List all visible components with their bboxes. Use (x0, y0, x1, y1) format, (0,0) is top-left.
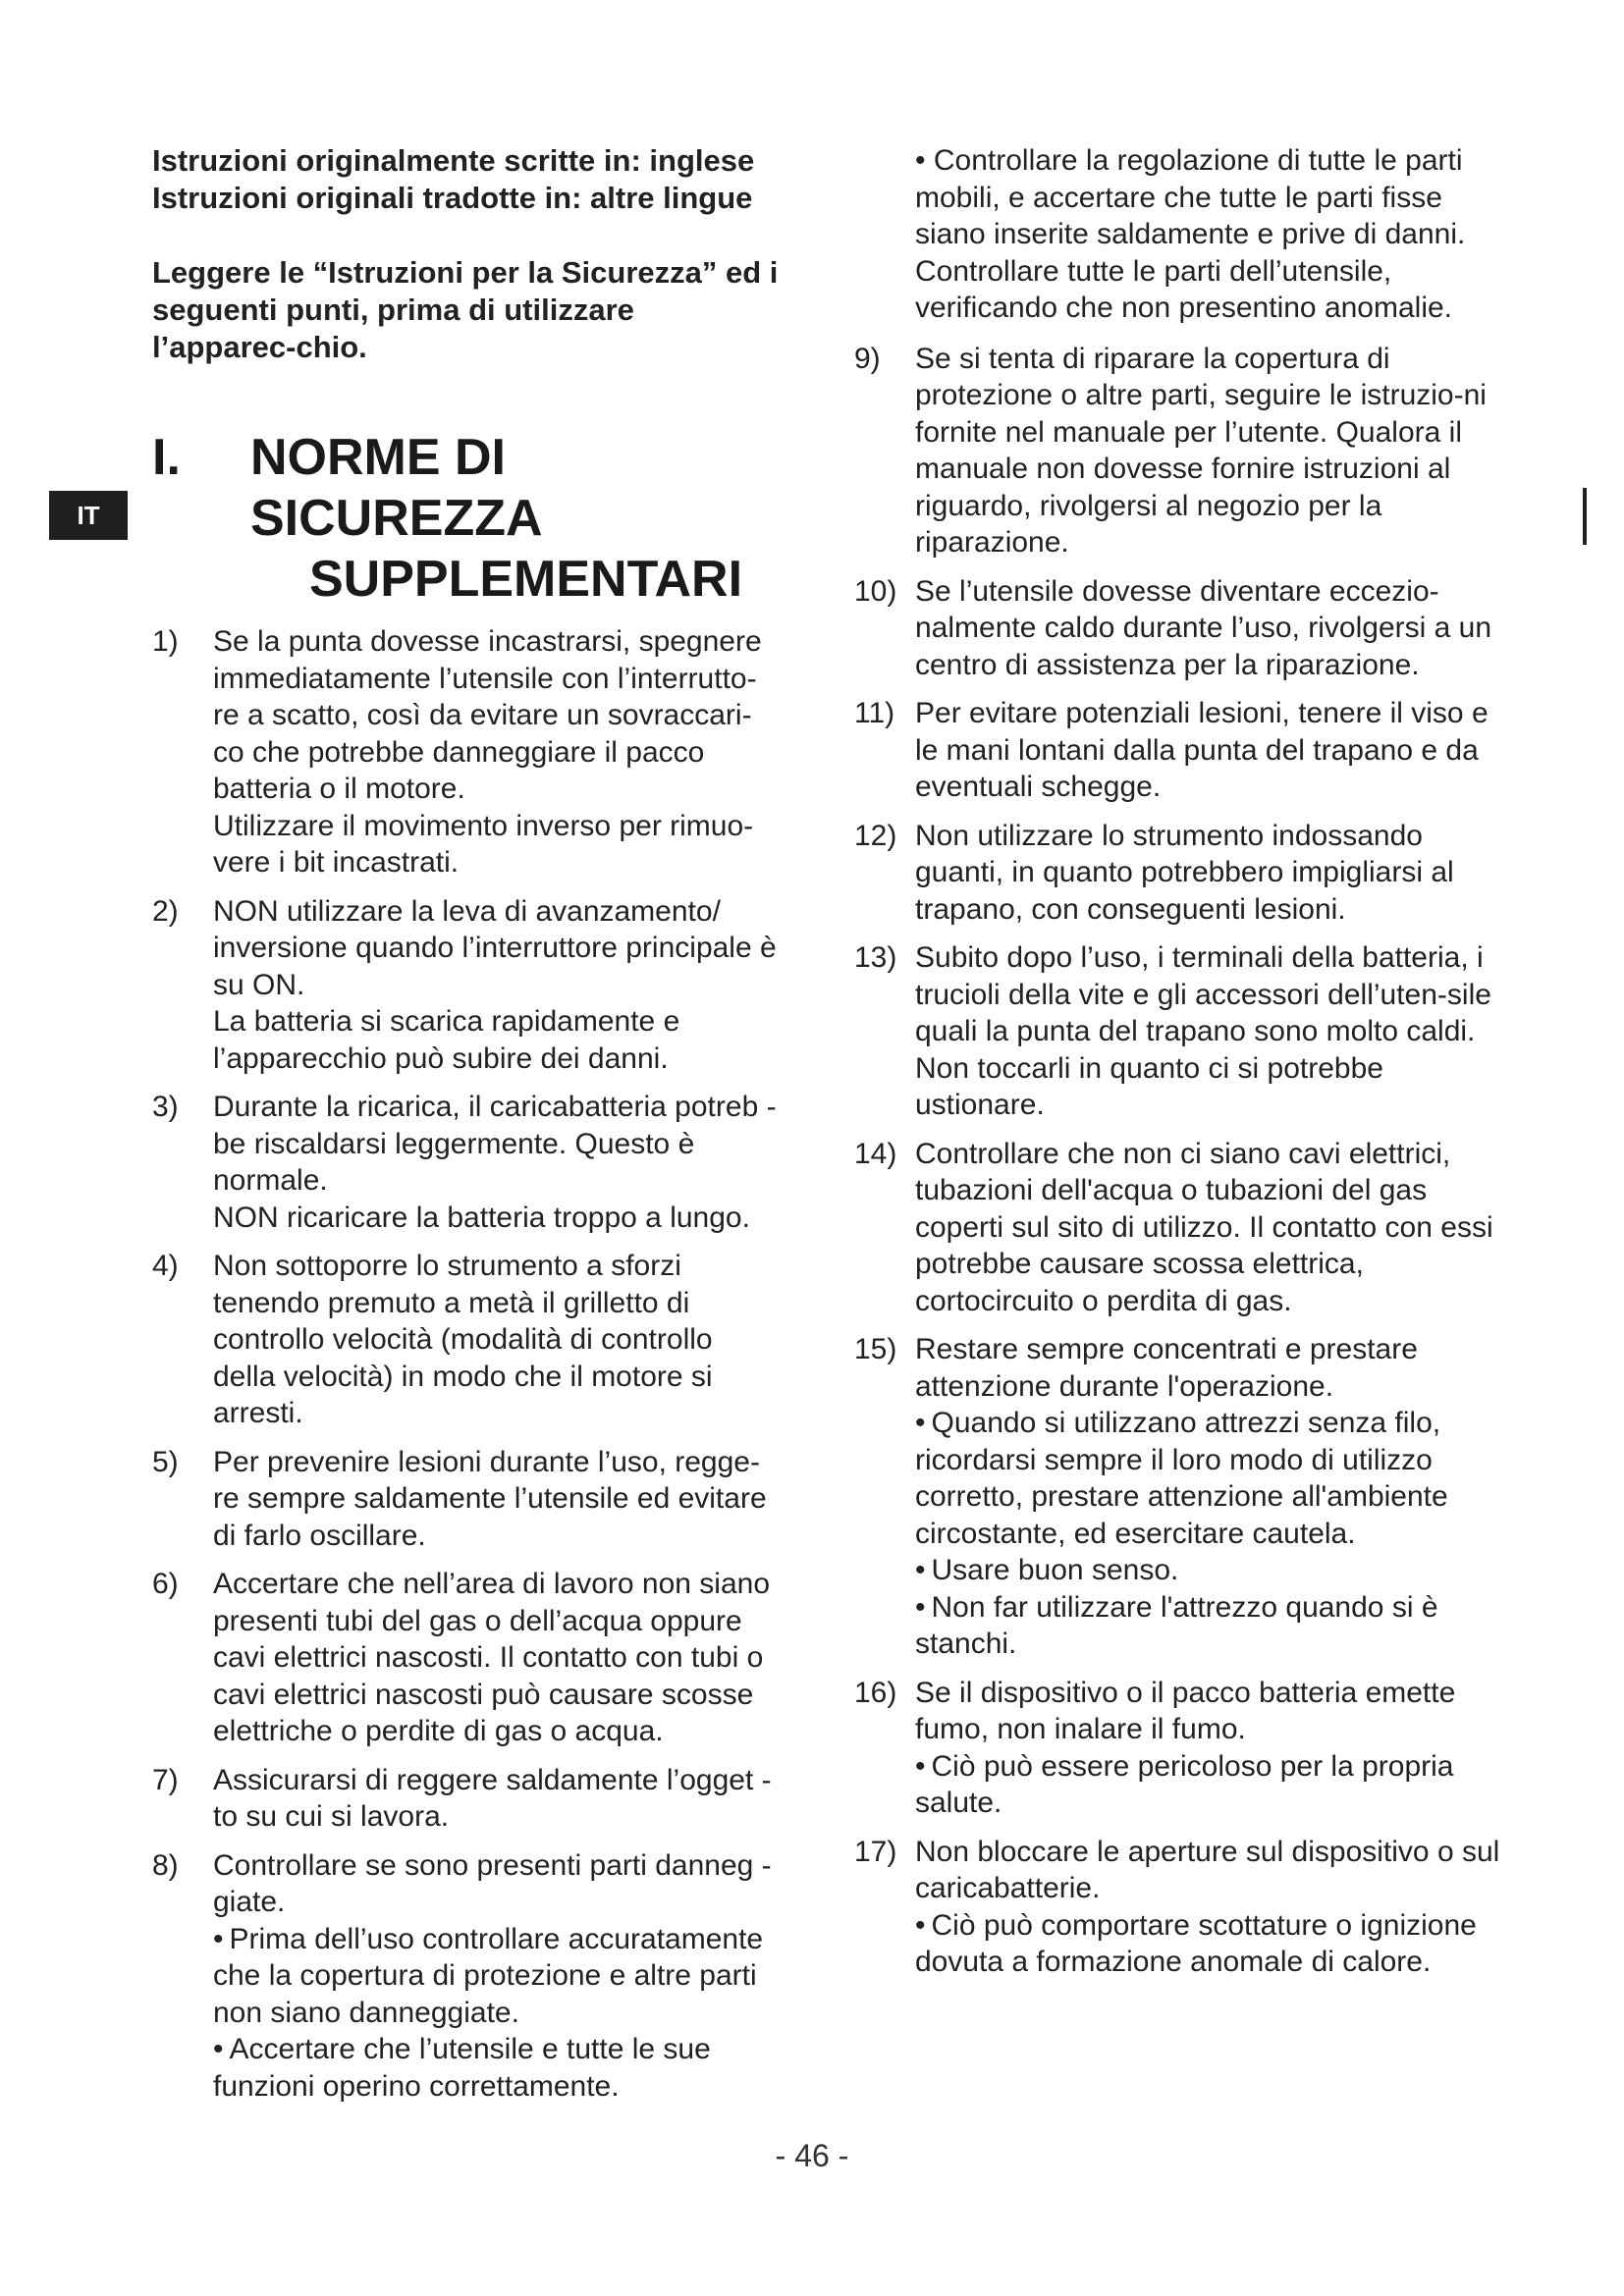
item-text: Restare sempre concentrati e prestare attenzione durante l'operazione. (915, 1333, 1418, 1403)
list-item (152, 1089, 781, 1236)
item-bullet (915, 1907, 1502, 1981)
left-items-list (152, 623, 781, 2105)
item-number: 1) (152, 625, 179, 658)
section-title-line1: NORME DI SICUREZZA (250, 429, 543, 547)
bullet-text: Ciò può essere pericoloso per la propria salute. (915, 1749, 1454, 1819)
item-number: 4) (152, 1250, 179, 1282)
item-number: 9) (854, 342, 881, 375)
item-text: Non bloccare le aperture sul dispositivo o sul caricabatterie. (915, 1835, 1500, 1904)
item-number: 3) (152, 1091, 179, 1123)
item-text: Se l’utensile dovesse diventare eccezio-nalmente caldo durante l’uso, rivolgersi a un centro di assistenza per la riparazione. (915, 574, 1492, 681)
section-title-line2: SUPPLEMENTARI (309, 551, 743, 608)
item-number: 16) (854, 1676, 897, 1709)
list-item (854, 1331, 1502, 1663)
item-bullet (213, 1921, 781, 2032)
item-text: Accertare che nell’area di lavoro non siano presenti tubi del gas o dell’acqua oppure cavi elettrici nascosti. Il contatto con tubi o cavi elettrici nascosti può causare scosse elettriche o perdite di gas o acqua. (213, 1568, 770, 1747)
bullet-marker: • (213, 2033, 224, 2065)
list-item (854, 1834, 1502, 1981)
right-items-list (854, 341, 1502, 1981)
item-text: Subito dopo l’uso, i terminali della batteria, i trucioli della vite e gli accessori dell’uten-sile quali la punta del trapano sono molto caldi. Non toccarli in quanto ci si potrebbe ustionare. (915, 941, 1491, 1121)
bullet-marker: • (915, 1749, 926, 1783)
list-item (152, 623, 781, 881)
bullet-marker: • (915, 1590, 926, 1624)
list-item (854, 1675, 1502, 1822)
intro-original-language: Istruzioni originalmente scritte in: inglese (152, 143, 755, 178)
list-item (152, 1248, 781, 1432)
item-bullet (213, 2031, 781, 2105)
item-text: Se si tenta di riparare la copertura di protezione o altre parti, seguire le istruzio-ni fornite nel manuale per l’utente. Qualora il manuale non dovesse fornire istruzioni al riguardo, rivolgersi al negozio per la riparazione. (915, 342, 1487, 559)
item-bullet (915, 1405, 1502, 1552)
section-title (152, 427, 781, 610)
item-text: Non utilizzare lo strumento indossando guanti, in quanto potrebbero impigliarsi al trapano, con conseguenti lesioni. (915, 819, 1454, 926)
item-text: Se il dispositivo o il pacco batteria emette fumo, non inalare il fumo. (915, 1676, 1456, 1745)
page-number: - 46 - (775, 2138, 849, 2173)
bullet-marker: • (915, 1554, 926, 1586)
item-text: Controllare che non ci siano cavi elettrici, tubazioni dell'acqua o tubazioni del gas coperti sul sito di utilizzo. Il contatto con essi potrebbe causare scossa elettrica, cortocircuito o perdita di gas. (915, 1137, 1493, 1317)
item-extra: Utilizzare il movimento inverso per rimuo-vere i bit incastrati. (213, 809, 754, 879)
item-bullet (915, 1748, 1502, 1822)
bullet-marker: • (915, 1407, 926, 1439)
bullet-text: Quando si utilizzano attrezzi senza filo, ricordarsi sempre il loro modo di utilizzo corretto, prestare attenzione all'ambiente circostante, ed esercitare cautela. (915, 1407, 1448, 1550)
left-column (152, 142, 781, 2116)
item-number: 8) (152, 1848, 179, 1882)
bullet-marker: • (915, 144, 926, 177)
section-number: I. (152, 429, 181, 486)
right-column (854, 142, 1502, 1993)
item-bullet (915, 1589, 1502, 1663)
item-number: 6) (152, 1568, 179, 1600)
bullet-text: Usare buon senso. (931, 1554, 1179, 1586)
intro-block (152, 142, 781, 366)
list-item (854, 939, 1502, 1124)
item-number: 5) (152, 1445, 179, 1478)
list-item (854, 341, 1502, 561)
item-number: 12) (854, 819, 897, 852)
item-number: 13) (854, 941, 897, 974)
item-extra: NON ricaricare la batteria troppo a lungo. (213, 1201, 750, 1234)
item-text: Per evitare potenziali lesioni, tenere il viso e le mani lontani dalla punta del trapano e da eventuali schegge. (915, 697, 1489, 803)
intro-read-instructions: Leggere le “Istruzioni per la Sicurezza” ed i seguenti punti, prima di utilizzare l’apparec-chio. (152, 255, 779, 364)
item-extra: La batteria si scarica rapidamente e l’apparecchio può subire dei danni. (213, 1005, 680, 1075)
bullet-marker: • (213, 1922, 224, 1955)
item-text: Assicurarsi di reggere saldamente l’ogget - to su cui si lavora. (213, 1763, 772, 1833)
list-item (854, 695, 1502, 806)
item-bullet (854, 142, 1502, 327)
item-text: Durante la ricarica, il caricabatteria potreb - be riscaldarsi leggermente. Questo è normale. (213, 1091, 777, 1197)
language-tab: IT (49, 491, 128, 540)
item-number: 17) (854, 1835, 897, 1868)
list-item (152, 893, 781, 1078)
list-item (854, 1136, 1502, 1320)
bullet-text: Controllare la regolazione di tutte le parti mobili, e accertare che tutte le parti fisse siano inserite saldamente e prive di danni. Controllare tutte le parti dell’utensile, verificando che non presentino anomalie. (915, 144, 1466, 324)
bullet-text: Prima dell’uso controllare accuratamente che la copertura di protezione e altre parti non siano danneggiate. (213, 1922, 764, 2029)
item-text: NON utilizzare la leva di avanzamento/ inversione quando l’interruttore principale è su ON. (213, 894, 777, 1001)
page-edge-marker (1583, 488, 1587, 545)
list-item (854, 818, 1502, 929)
item-text: Per prevenire lesioni durante l’uso, regge-re sempre saldamente l’utensile ed evitare di farlo oscillare. (213, 1445, 767, 1552)
item-number: 11) (854, 697, 895, 729)
list-item (152, 1566, 781, 1750)
item-number: 7) (152, 1763, 179, 1796)
bullet-text: Ciò può comportare scottature o ignizione dovuta a formazione anomale di calore. (915, 1908, 1477, 1978)
item-number: 15) (854, 1333, 897, 1365)
list-item (152, 1444, 781, 1555)
item-text: Controllare se sono presenti parti danneg - giate. (213, 1848, 772, 1918)
item-text: Se la punta dovesse incastrarsi, spegnere immediatamente l’utensile con l’interrutto-re a scatto, così da evitare un sovraccari-co che potrebbe danneggiare il pacco batteria o il motore. (213, 625, 762, 805)
list-item (152, 1847, 781, 2106)
intro-translated-language: Istruzioni originali tradotte in: altre lingue (152, 181, 753, 215)
bullet-marker: • (915, 1908, 926, 1942)
item-text: Non sottoporre lo strumento a sforzi tenendo premuto a metà il grilletto di controllo velocità (modalità di controllo della velocità) in modo che il motore si arresti. (213, 1250, 713, 1429)
bullet-text: Accertare che l’utensile e tutte le sue funzioni operino correttamente. (213, 2033, 711, 2103)
item-number: 14) (854, 1137, 897, 1170)
list-item (152, 1762, 781, 1836)
list-item (854, 573, 1502, 684)
item-number: 10) (854, 574, 897, 608)
item-bullet (915, 1552, 1502, 1589)
bullet-text: Non far utilizzare l'attrezzo quando si è stanchi. (915, 1590, 1438, 1660)
item-number: 2) (152, 894, 179, 928)
